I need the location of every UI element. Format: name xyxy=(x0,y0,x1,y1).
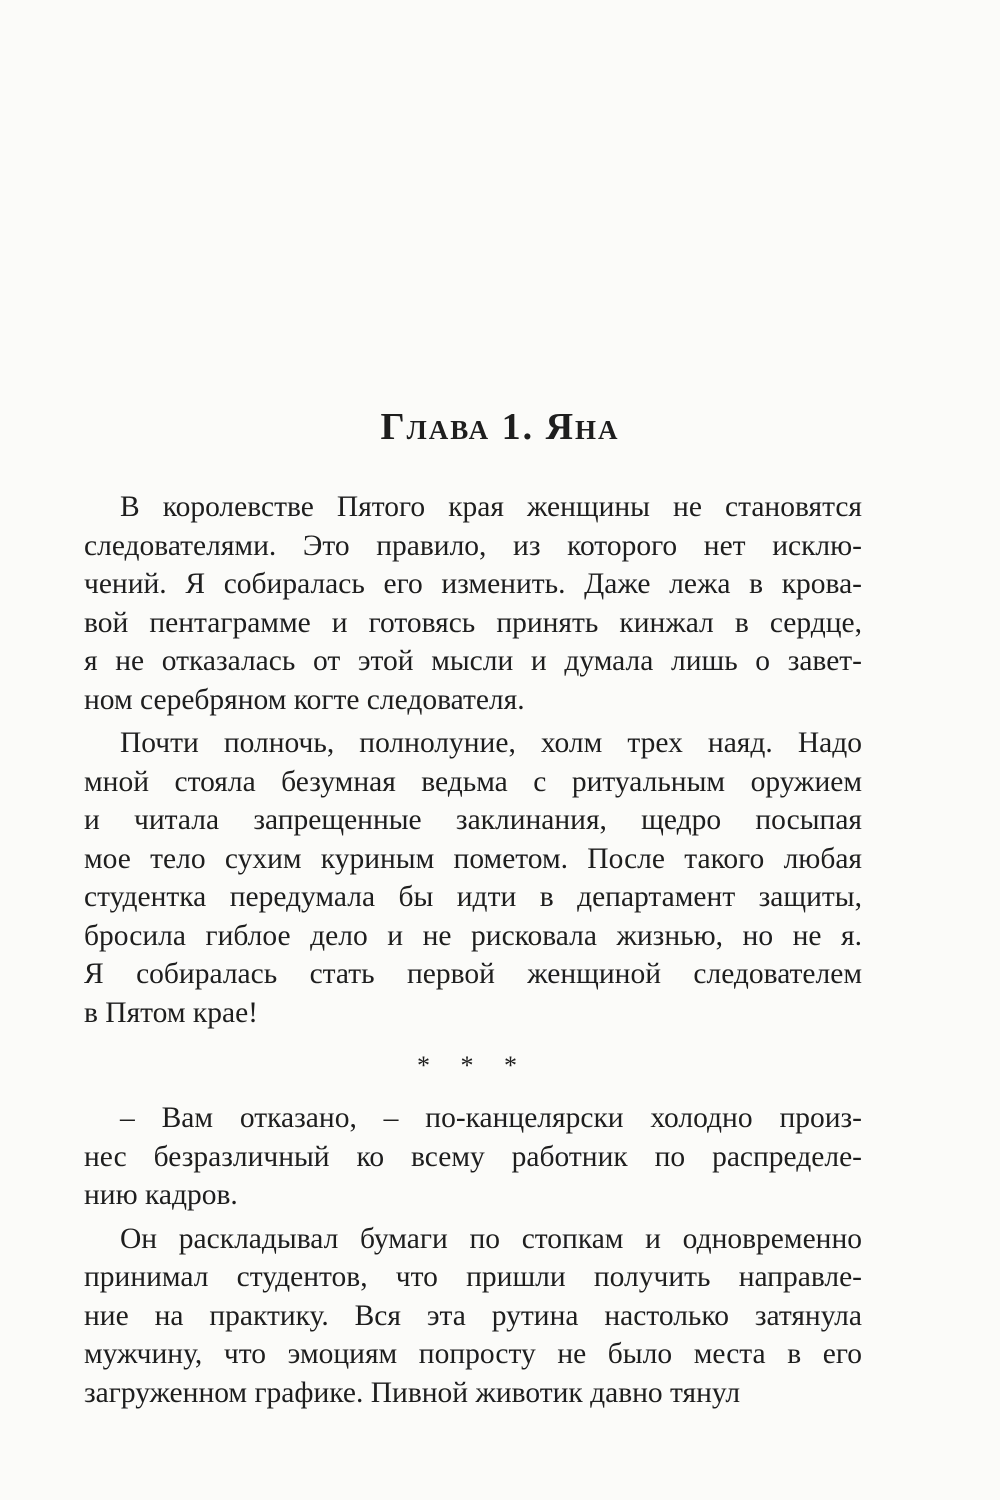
text-line: чений. Я собиралась его изменить. Даже лежа в крова- xyxy=(84,568,862,600)
text-line: вой пентаграмме и готовясь принять кинжал в сердце, xyxy=(84,606,862,639)
text-line: принимал студентов, что пришли получить направле- xyxy=(84,1261,862,1293)
text-line: мое тело сухим куриным пометом. После такого любая xyxy=(84,842,862,875)
text-line: В королевстве Пятого края женщины не становятся xyxy=(120,491,862,523)
text-line: загруженном графике. Пивной животик давно тянул xyxy=(84,1376,741,1409)
text-line: студентка передумала бы идти в департамент защиты, xyxy=(84,881,862,913)
paragraph xyxy=(84,488,862,719)
body-text xyxy=(84,488,862,1417)
text-line: в Пятом крае! xyxy=(84,996,259,1029)
text-line: – Вам отказано, – по-канцелярски холодно произ- xyxy=(120,1102,862,1134)
text-line: следователями. Это правило, из которого нет исклю- xyxy=(84,529,862,562)
text-line: и читала запрещенные заклинания, щедро посыпая xyxy=(84,804,862,836)
text-line: бросила гиблое дело и не рисковала жизнью, но не я. xyxy=(84,919,862,952)
text-line: ном серебряном когте следователя. xyxy=(84,683,525,716)
paragraph xyxy=(84,1220,862,1413)
text-line: Я собиралась стать первой женщиной следователем xyxy=(84,958,862,990)
text-line: мужчину, что эмоциям попросту не было места в его xyxy=(84,1338,862,1370)
paragraph xyxy=(84,724,862,1032)
text-line: нию кадров. xyxy=(84,1179,238,1211)
text-line: я не отказалась от этой мысли и думала лишь о завет- xyxy=(84,645,862,677)
section-separator: * * * xyxy=(417,1051,529,1080)
chapter-title: Глава 1. Яна xyxy=(380,406,620,448)
text-line: мной стояла безумная ведьма с ритуальным оружием xyxy=(84,765,862,798)
text-line: нес безразличный ко всему работник по распределе- xyxy=(84,1140,862,1173)
text-line: Почти полночь, полнолуние, холм трех наяд. Надо xyxy=(120,727,862,759)
text-line: Он раскладывал бумаги по стопкам и одновременно xyxy=(120,1222,862,1255)
text-line: ние на практику. Вся эта рутина настолько затянула xyxy=(84,1299,862,1332)
paragraph xyxy=(84,1099,862,1215)
